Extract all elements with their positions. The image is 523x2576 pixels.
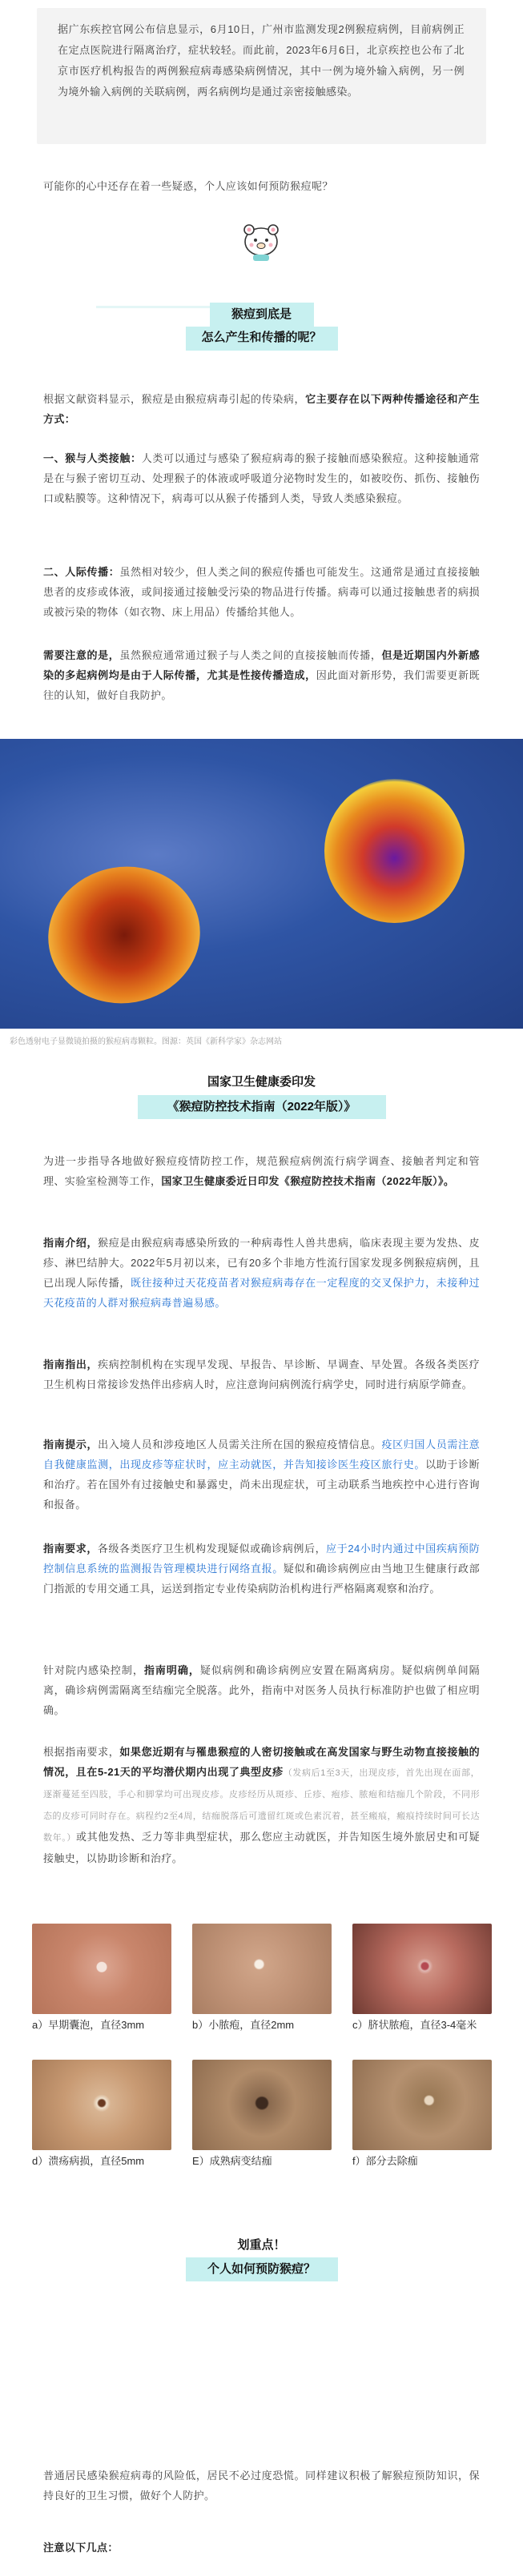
banner-3-line1: 划重点！	[237, 2238, 286, 2252]
section1-p4-text: 虽然猴痘通常通过猴子与人类之间的直接接触而传播，	[119, 649, 382, 661]
skin-label-f: f）部分去除痂	[352, 2155, 418, 2167]
banner-3-line2: 个人如何预防猴痘？	[207, 2262, 316, 2276]
section2-p7-text1: 根据指南要求，	[43, 1746, 120, 1758]
section3-p1: 普通居民感染猴痘病毒的风险低，居民不必过度恐慌。同样建议积极了解猴痘预防知识，保持良好的卫生习惯，做好个人防护。	[43, 2470, 480, 2502]
section2-p4-bold: 指南提示，	[43, 1438, 99, 1451]
section2-p1-bold: 国家卫生健康委近日印发《猴痘防控技术指南（2022年版）》。	[161, 1175, 455, 1187]
banner-1-line2: 怎么产生和传播的呢？	[201, 331, 322, 344]
banner-1-line1: 猴痘到底是	[231, 307, 292, 321]
virus-particle-right	[324, 779, 465, 923]
section2-p1	[43, 1151, 480, 1191]
banner-2-line1: 国家卫生健康委印发	[207, 1075, 316, 1089]
section2-p5	[43, 1539, 480, 1599]
section1-p3-text: 虽然相对较少，但人类之间的猴痘传播也可能发生。这通常是通过直接接触患者的皮疹或体液，或间接通过接触受污染的物品进行传播。病毒可以通过接触患者的病损或被污染的物体（如衣物、床上用品）传播给其他人。	[43, 566, 480, 618]
section2-p6-text2: 疑似病例和确诊病例应安置在隔离病房。疑似病例单间隔离，确诊病例需隔离至结痂完全脱落。此外，指南中对医务人员执行标准防护也做了相应明确。	[43, 1664, 480, 1716]
section2-p5-highlight: 应于24小时内通过中国疾病预防控制信息系统的监测报告管理模块进行网络直报。	[43, 1543, 480, 1575]
skin-label-a: a）早期囊泡，直径3mm	[32, 2019, 145, 2031]
banner-3	[186, 2257, 338, 2281]
section3-p2	[43, 2538, 480, 2558]
skin-label-d: d）溃疡病损，直径5mm	[32, 2155, 145, 2167]
bear-mascot-icon	[239, 218, 284, 263]
section1-p1-text: 根据文献资料显示，猴痘是由猴痘病毒引起的传染病，	[43, 393, 306, 405]
section2-p1-text: 为进一步指导各地做好猴痘疫情防控工作，规范猴痘病例流行病学调查、接触者判定和管理、实验室检测等工作，	[43, 1155, 480, 1187]
virus-particle-left	[38, 855, 211, 1015]
banner-line-left	[96, 306, 216, 308]
skin-image-f	[352, 2060, 492, 2150]
section1-p2-text: 人类可以通过与感染了猴痘病毒的猴子接触而感染猴痘。这种接触通常是在与猴子密切互动、处理猴子的体液或呼吸道分泌物时发生的，如被咬伤、抓伤、接触伤口或粘膜等。这种情况下，病毒可以从猴子传播到人类，导致人类感染猴痘。	[43, 452, 480, 504]
skin-label-b: b）小脓疱，直径2mm	[192, 2019, 295, 2031]
section2-p2	[43, 1233, 480, 1313]
section1-p4	[43, 645, 480, 705]
section3-p2-bold: 注意以下几点：	[43, 2542, 119, 2554]
section1-p2-bold: 一、猴与人类接触：	[43, 452, 142, 464]
section2-p7	[43, 1742, 480, 1868]
section2-p7-tail: 或其他发热、乏力等非典型症状，那么您应主动就医，并告知医生境外旅居史和可疑接触史，以协助诊断和治疗。	[43, 1831, 480, 1864]
section2-p6-text1: 针对院内感染控制，	[43, 1664, 144, 1676]
section2-p4-text: 出入境人员和涉疫地区人员需关注所在国的猴痘疫情信息。	[98, 1438, 382, 1451]
section2-p5-tail: 疑似和确诊病例应由当地卫生健康行政部门指派的专用交通工具，运送到指定专业传染病防治机构进行严格隔离观察和治疗。	[43, 1563, 480, 1595]
intro-paragraph: 据广东疾控官网公布信息显示，6月10日，广州市监测发现2例猴痘病例，目前病例正在定点医院进行隔离治疗，症状较轻。而此前，2023年6月6日，北京疾控也公布了北京市医疗机构报告的两例猴痘病毒感染病例情况，其中一例为境外输入病例，另一例为境外输入病例的关联病例，两名病例均是通过亲密接触感染。	[58, 23, 465, 98]
section2-p7-bold: 如果您近期有与罹患猴痘的人密切接触或在高发国家与野生动物直接接触的情况，且在5-21天的平均潜伏期内出现了典型皮疹	[43, 1746, 480, 1778]
section2-p5-bold: 指南要求，	[43, 1543, 98, 1555]
skin-label-e: E）成熟病变结痂	[192, 2155, 272, 2167]
skin-image-c	[352, 1924, 492, 2014]
section1-p1-bold: 它主要存在以下两种传播途径和产生方式：	[43, 393, 480, 425]
skin-image-d	[32, 2060, 171, 2150]
section1-p4-tail: 因此面对新形势，我们需要更新既往的认知，做好自我防护。	[43, 669, 480, 701]
section1-p4-bold2: 但是近期国内外新感染的多起病例均是由于人际传播，尤其是性接传播造成，	[43, 649, 480, 681]
section2-p3-bold: 指南指出，	[43, 1358, 99, 1370]
section1-p3	[43, 562, 480, 622]
photo-caption: 彩色透射电子显微镜拍摄的猴痘病毒颗粒。图源：英国《新科学家》杂志网站	[10, 1037, 282, 1046]
section2-p7-note: （发病后1至3天，出现皮疹，首先出现在面部，逐渐蔓延至四肢，手心和脚掌均可出现皮疹。皮疹经历从斑疹、丘疹、疱疹、脓疱和结痂几个阶段，不同形态的皮疹可同时存在。病程约2至4周，结痂脱落后可遗留红斑或色素沉着，甚至瘢痕，瘢痕持续时间可长达数年。）	[43, 1768, 480, 1843]
section2-p2-bold: 指南介绍，	[43, 1237, 99, 1249]
section2-p2-highlight: 既往接种过天花疫苗者对猴痘病毒存在一定程度的交叉保护力，未接种过天花疫苗的人群对猴痘病毒普遍易感。	[43, 1277, 480, 1309]
virus-micrograph	[0, 739, 523, 1029]
section1-p1	[43, 389, 480, 429]
skin-image-e	[192, 2060, 332, 2150]
section2-p6	[43, 1660, 480, 1720]
question-text: 可能你的心中还存在着一些疑惑，个人应该如何预防猴痘呢？	[43, 180, 333, 192]
banner-3-top	[218, 2233, 306, 2257]
section2-p4-highlight: 疫区归国人员需注意自我健康监测，出现皮疹等症状时，应主动就医，并告知接诊医生疫区旅行史。	[43, 1438, 480, 1471]
section1-p2	[43, 448, 480, 508]
section2-p6-bold: 指南明确，	[143, 1664, 200, 1676]
section1-p3-bold: 二、人际传播：	[43, 566, 120, 578]
section2-p3-text: 疾病控制机构在实现早发现、早报告、早诊断、早调查、早处置。各级各类医疗卫生机构日常接诊发热伴出疹病人时，应注意询问病例流行病学史，同时进行病原学筛查。	[43, 1358, 480, 1390]
banner-2	[138, 1095, 386, 1119]
section2-p3	[43, 1354, 480, 1394]
section2-p4-tail: 以助于诊断和治疗。若在国外有过接触史和暴露史，尚未出现症状，可主动联系当地疾控中心进行咨询和报备。	[43, 1459, 480, 1511]
banner-1b	[186, 327, 338, 351]
banner-2-line2: 《猴痘防控技术指南（2022年版）》	[167, 1100, 356, 1113]
skin-label-c: c）脐状脓疱，直径3-4毫米	[352, 2019, 477, 2031]
skin-image-b	[192, 1924, 332, 2014]
section2-p2-text: 猴痘是由猴痘病毒感染所致的一种病毒性人兽共患病，临床表现主要为发热、皮疹、淋巴结肿大。2022年5月初以来，已有20多个非地方性流行国家发现多例猴痘病例，且已出现人际传播，	[43, 1237, 480, 1289]
section2-p4	[43, 1434, 480, 1515]
section1-p4-bold1: 需要注意的是，	[43, 649, 120, 661]
section2-p5-text: 各级各类医疗卫生机构发现疑似或确诊病例后，	[97, 1543, 327, 1555]
skin-image-a	[32, 1924, 171, 2014]
